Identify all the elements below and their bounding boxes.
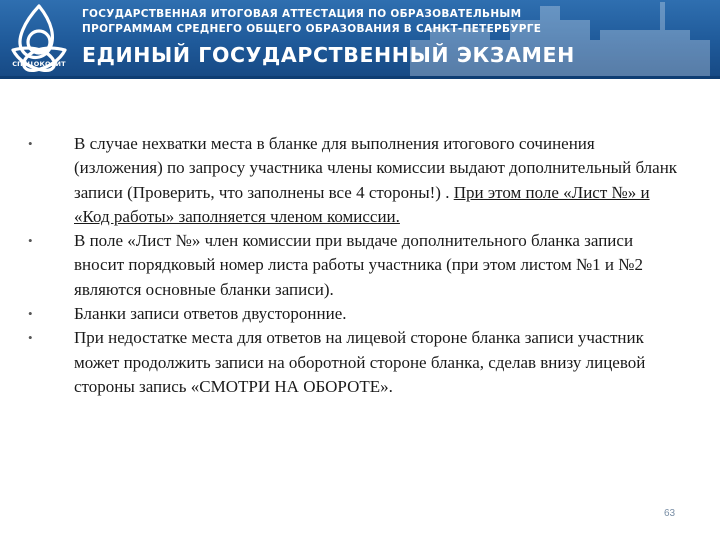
list-item — [26, 302, 706, 326]
bullet-marker: • — [28, 306, 33, 322]
bullet-list — [26, 132, 706, 399]
bullet-text-underlined: При этом поле «Лист №» и «Код работы» заполняется членом комиссии. — [74, 182, 650, 226]
header-banner — [0, 0, 720, 76]
list-item — [26, 229, 706, 302]
logo-caption: СПбЦОКОиИТ — [12, 60, 66, 68]
header-title: ЕДИНЫЙ ГОСУДАРСТВЕННЫЙ ЭКЗАМЕН — [82, 43, 575, 67]
bullet-text-main: В случае нехватки места в бланке для выполнения итогового сочинения (изложения) по запросу участника члены комиссии выдают дополнительный бланк записи (Проверить, что заполнены все 4 стороны!) . — [74, 134, 678, 202]
bullet-marker: • — [28, 330, 33, 346]
header-subtitle-line-2: ПРОГРАММАМ СРЕДНЕГО ОБЩЕГО ОБРАЗОВАНИЯ В САНКТ-ПЕТЕРБУРГЕ — [82, 23, 542, 35]
bullet-marker: • — [28, 136, 33, 151]
bullet-text: Бланки записи ответов двусторонние. — [74, 304, 347, 324]
header-divider — [0, 76, 720, 79]
bullet-marker: • — [28, 233, 33, 249]
bullet-text — [74, 132, 682, 229]
header-subtitle-line-1: ГОСУДАРСТВЕННАЯ ИТОГОВАЯ АТТЕСТАЦИЯ ПО ОБРАЗОВАТЕЛЬНЫМ — [82, 8, 522, 20]
bullet-text: В поле «Лист №» член комиссии при выдаче дополнительного бланка записи вносит порядковый номер листа работы участника (при этом листом №1 и №2 являются основные бланки записи). — [74, 231, 643, 299]
list-item — [26, 132, 706, 229]
list-item — [26, 326, 706, 399]
bullet-text: При недостатке места для ответов на лицевой стороне бланка записи участник может продолжить записи на оборотной стороне бланка, сделав внизу лицевой стороны запись «СМОТРИ НА ОБОРОТЕ». — [74, 328, 646, 396]
page-number: 63 — [664, 508, 676, 519]
